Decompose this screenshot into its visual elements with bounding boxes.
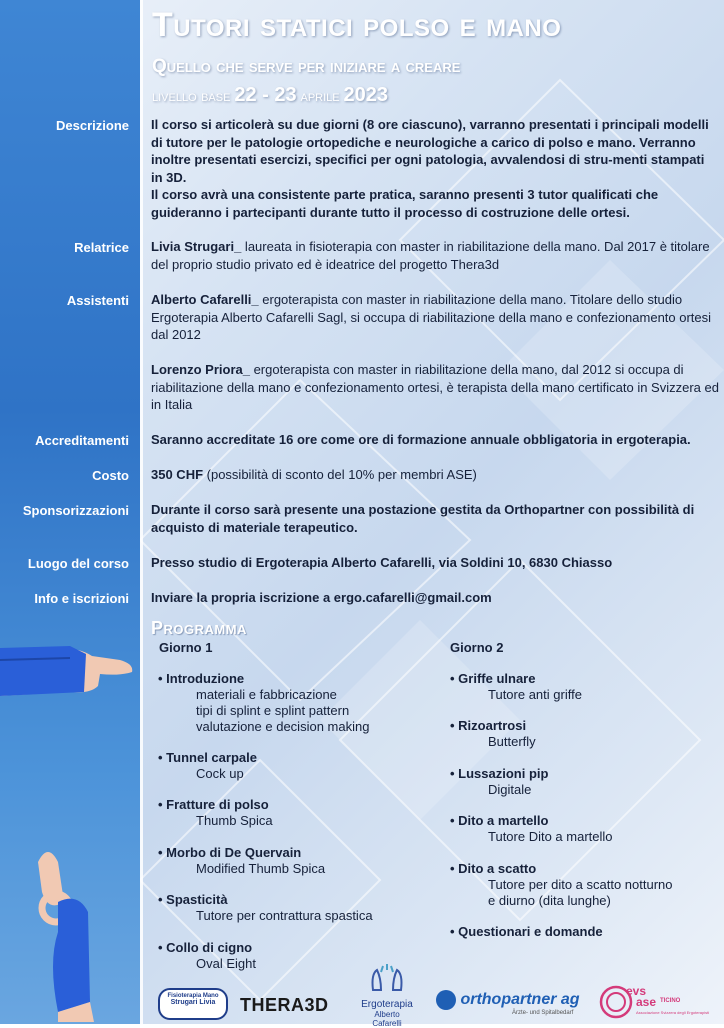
topic-title-text: Tunnel carpale bbox=[166, 750, 257, 765]
ergoterapia-logo-line2: Alberto Cafarelli bbox=[372, 1010, 402, 1028]
luogo-text: Presso studio di Ergoterapia Alberto Cafarelli, via Soldini 10, 6830 Chiasso bbox=[151, 555, 613, 570]
topic-detail: Butterfly bbox=[488, 734, 536, 749]
topic-detail: valutazione e decision making bbox=[196, 719, 370, 734]
topic-detail: Modified Thumb Spica bbox=[196, 861, 326, 876]
topic-title-text: Collo di cigno bbox=[166, 940, 253, 955]
topic-title-text: Griffe ulnare bbox=[458, 671, 536, 686]
topic-title: • Lussazioni pip bbox=[450, 766, 549, 781]
topic-title: • Rizoartrosi bbox=[450, 718, 527, 733]
assistente-1-text bbox=[151, 291, 719, 344]
page-title: Tutori statici polso e mano bbox=[152, 6, 562, 44]
assistente-2-text bbox=[151, 361, 719, 414]
orthopartner-name: orthopartner ag bbox=[460, 991, 580, 1008]
topic-title: • Tunnel carpale bbox=[158, 750, 257, 765]
descrizione-paragraph-1: Il corso si articolerà su due giorni (8 ore ciascuno), varranno presentati i principali modelli di tutore per le patologie ortopediche e neurologiche a carico di polso e mano. Verranno inoltre presentati esercizi, specifici per ogni patologia, avvalendosi di stru-menti stampati in 3D. bbox=[151, 117, 709, 185]
relatrice-name: Livia Strugari_ bbox=[151, 239, 242, 254]
topic-title: • Morbo di De Quervain bbox=[158, 845, 302, 860]
topic-detail: Digitale bbox=[488, 782, 532, 797]
ok-hand-splint-illustration bbox=[18, 842, 128, 1022]
label-iscrizioni: Info e iscrizioni bbox=[34, 591, 129, 606]
assistente-2-bio: ergoterapista con master in riabilitazione della mano, dal 2012 si occupa di riabilitazione della mano e confezionamento ortesi, è terapista della mano certificato in Svizzera ed in Italia bbox=[151, 362, 719, 412]
dates-year: 2023 bbox=[343, 84, 389, 106]
topic-detail: materiali e fabbricazione bbox=[196, 687, 337, 702]
strugari-logo-top: Fisioterapia Mano bbox=[167, 993, 219, 999]
assistente-1-name: Alberto Cafarelli_ bbox=[151, 292, 259, 307]
dates-days: 22 - 23 bbox=[234, 84, 297, 106]
day1-topic bbox=[158, 940, 256, 972]
label-costo: Costo bbox=[92, 468, 129, 483]
costo-price: 350 CHF bbox=[151, 467, 204, 482]
topic-title-text: Lussazioni pip bbox=[458, 766, 549, 781]
day1-topic bbox=[158, 750, 257, 782]
assistente-1-bio: ergoterapista con master in riabilitazione della mano. Titolare dello studio Ergoterapia Alberto Cafarelli Sagl, si occupa di riabilitazione della mano e confezionamento ortesi dal 2012 bbox=[151, 292, 712, 342]
label-assistenti: Assistenti bbox=[66, 293, 129, 308]
ase-tagline: Associazione Svizzera degli Ergoterapisti bbox=[636, 1010, 710, 1015]
dates-month: aprile bbox=[300, 88, 340, 105]
topic-detail: Oval Eight bbox=[196, 956, 256, 971]
course-level-dates bbox=[152, 84, 388, 107]
orthopartner-tagline: Ärzte- und Spitalbedarf bbox=[512, 1010, 574, 1016]
descrizione-text bbox=[151, 116, 719, 221]
label-accreditamenti: Accreditamenti bbox=[35, 433, 129, 448]
day1-topic bbox=[158, 845, 325, 877]
strugari-logo bbox=[158, 988, 228, 1020]
topic-title-text: Morbo di De Quervain bbox=[166, 845, 302, 860]
topic-title: • Spasticità bbox=[158, 892, 228, 907]
day1-topic bbox=[158, 892, 373, 924]
topic-detail: Tutore Dito a martello bbox=[488, 829, 613, 844]
costo-text bbox=[151, 466, 719, 484]
relatrice-bio: laureata in fisioterapia con master in riabilitazione della mano. Dal 2017 è titolare del proprio studio privato ed è ideatrice del progetto Thera3d bbox=[151, 239, 710, 272]
topic-title: • Dito a scatto bbox=[450, 861, 537, 876]
sidebar-divider bbox=[140, 0, 143, 1024]
topic-detail: Tutore per contrattura spastica bbox=[196, 908, 373, 923]
topic-title-text: Spasticità bbox=[166, 892, 228, 907]
day2-topic bbox=[450, 766, 548, 798]
day2-topic bbox=[450, 813, 613, 845]
topic-detail: tipi di splint e splint pattern bbox=[196, 703, 350, 718]
hands-icon bbox=[367, 964, 407, 994]
relatrice-text bbox=[151, 238, 719, 273]
day-2-label: Giorno 2 bbox=[450, 640, 504, 655]
accreditamenti-text: Saranno accreditate 16 ore come ore di formazione annuale obbligatoria in ergoterapia. bbox=[151, 432, 691, 447]
topic-title-text: Dito a martello bbox=[458, 813, 549, 828]
thera3d-logo: THERA3D bbox=[240, 995, 329, 1015]
topic-detail: Cock up bbox=[196, 766, 244, 781]
assistente-2-name: Lorenzo Priora_ bbox=[151, 362, 250, 377]
page-subtitle: Quello che serve per iniziare a creare bbox=[152, 56, 461, 77]
topic-title: • Questionari e domande bbox=[450, 924, 603, 939]
topic-title-text: Rizoartrosi bbox=[458, 718, 527, 733]
orthopartner-mark-icon bbox=[436, 990, 456, 1010]
day2-topic bbox=[450, 924, 603, 940]
topic-detail: Tutore per dito a scatto notturno bbox=[488, 877, 673, 892]
day-1-label: Giorno 1 bbox=[159, 640, 213, 655]
topic-title-text: Dito a scatto bbox=[458, 861, 537, 876]
label-relatrice: Relatrice bbox=[74, 240, 129, 255]
descrizione-paragraph-2: Il corso avrà una consistente parte pratica, saranno presenti 3 tutor qualificati che guideranno i partecipanti durante tutto il processo di costruzione delle ortesi. bbox=[151, 187, 659, 220]
topic-title-text: Questionari e domande bbox=[458, 924, 603, 939]
ergoterapia-logo-line1: Ergoterapia bbox=[361, 999, 413, 1010]
evs-ase-logo bbox=[598, 984, 718, 1020]
iscrizioni-text: Inviare la propria iscrizione a ergo.cafarelli@gmail.com bbox=[151, 590, 492, 605]
topic-title: • Fratture di polso bbox=[158, 797, 269, 812]
label-descrizione: Descrizione bbox=[56, 118, 129, 133]
strugari-logo-bottom: Strugari Livia bbox=[170, 999, 216, 1006]
programma-title: Programma bbox=[151, 618, 247, 638]
topic-title-text: Introduzione bbox=[166, 671, 245, 686]
evs-text: evs bbox=[626, 984, 647, 998]
label-luogo: Luogo del corso bbox=[27, 556, 129, 571]
label-sponsorizzazioni: Sponsorizzazioni bbox=[22, 503, 129, 518]
topic-title: • Introduzione bbox=[158, 671, 245, 686]
topic-detail: e diurno (dita lunghe) bbox=[488, 893, 611, 908]
day2-topic bbox=[450, 718, 536, 750]
level-label: livello base bbox=[152, 88, 231, 105]
topic-title: • Dito a martello bbox=[450, 813, 549, 828]
ticino-text: TICINO bbox=[660, 998, 681, 1004]
ase-text: ase bbox=[636, 995, 657, 1009]
topic-title: • Griffe ulnare bbox=[450, 671, 536, 686]
day2-topic bbox=[450, 671, 582, 703]
day1-topic bbox=[158, 671, 369, 735]
costo-note: (possibilità di sconto del 10% per membri ASE) bbox=[203, 467, 477, 482]
day2-topic bbox=[450, 861, 673, 909]
orthopartner-logo bbox=[436, 990, 580, 1016]
hand-splint-illustration bbox=[0, 630, 140, 710]
sponsorizzazioni-text: Durante il corso sarà presente una postazione gestita da Orthopartner con possibilità di acquisto di materiale terapeutico. bbox=[151, 502, 695, 535]
topic-title-text: Fratture di polso bbox=[166, 797, 269, 812]
topic-detail: Tutore anti griffe bbox=[488, 687, 582, 702]
day1-topic bbox=[158, 797, 273, 829]
topic-detail: Thumb Spica bbox=[196, 813, 273, 828]
topic-title: • Collo di cigno bbox=[158, 940, 253, 955]
ergoterapia-logo bbox=[360, 964, 414, 1028]
